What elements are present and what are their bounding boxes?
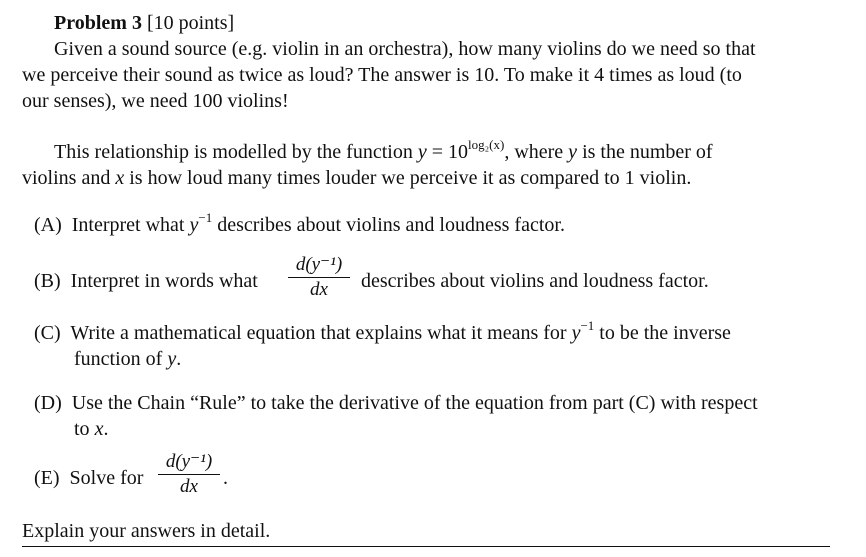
part-a-text-2: describes about violins and loudness factor. [217,214,565,236]
part-d-line-2 [74,416,108,442]
math-inverse-exponent: −1 [198,210,213,225]
fraction-bar [288,277,350,278]
part-e-text: Solve for [69,467,144,489]
relationship-text-2: , where [504,141,564,163]
fraction-denominator: dx [310,279,328,300]
part-d-text-2: to [74,418,90,440]
math-power [448,137,505,163]
part-c-text-3: function of [74,348,163,370]
part-e-fraction [158,451,220,498]
math-y: y [417,141,427,163]
fraction-bar-e [158,474,220,475]
intro-line-2: we perceive their sound as twice as loud? The answer is 10. To make it 4 times as loud (to [22,64,742,86]
fraction-denominator-e: dx [180,476,198,497]
relationship-text-4: violins and [22,167,111,189]
part-a [34,212,565,238]
relationship-text: This relationship is modelled by the function [54,141,413,163]
math-y-inverse: y [189,214,199,236]
bottom-rule [22,546,830,547]
part-d-period: . [103,418,109,440]
part-b-label: (B) [34,270,61,292]
math-y-c: y [167,348,177,370]
part-e-label: (E) [34,467,60,489]
part-a-text: Interpret what [71,214,185,236]
fraction-numerator: d(y⁻¹) [295,254,343,275]
problem-heading [54,10,234,36]
problem-title: Problem 3 [54,12,142,34]
math-x: x [115,167,125,189]
part-e-period: . [223,467,228,489]
part-b-fraction [288,254,350,301]
relationship-text-3: is the number of [582,141,713,163]
math-inverse-exponent-c: −1 [580,318,595,333]
part-d-text: Use the Chain “Rule” to take the derivative of the equation from part (C) with respect [71,392,758,414]
part-c-text-2: to be the inverse [599,322,731,344]
part-e [34,465,143,491]
intro-line-1: Given a sound source (e.g. violin in an orchestra), how many violins do we need so that [54,38,756,60]
math-y-inverse-c: y [571,322,581,344]
part-a-label: (A) [34,214,62,236]
math-equals: = [431,141,443,163]
intro-line-3: our senses), we need 100 violins! [22,90,289,112]
math-exponent: log₂(x) [468,137,505,152]
math-base: 10 [448,141,468,163]
part-c-label: (C) [34,322,61,344]
relationship-text-5: is how loud many times louder we perceive it as compared to 1 violin. [129,167,692,189]
part-c-text: Write a mathematical equation that explains what it means for [70,322,567,344]
relationship-line-2 [22,165,691,191]
part-c-line-1 [34,320,731,346]
fraction-numerator-e: d(y⁻¹) [165,451,213,472]
relationship-line-1 [54,139,713,165]
problem-points: [10 points] [146,12,235,34]
part-d-line-1 [34,390,758,416]
part-b [34,268,258,294]
math-y-2: y [568,141,578,163]
part-b-text-2: describes about violins and loudness factor. [361,270,709,292]
part-c-line-2 [74,346,181,372]
closing-instruction: Explain your answers in detail. [22,520,271,542]
math-x-d: x [94,418,104,440]
part-d-label: (D) [34,392,62,414]
part-c-period: . [176,348,182,370]
part-b-text: Interpret in words what [70,270,258,292]
